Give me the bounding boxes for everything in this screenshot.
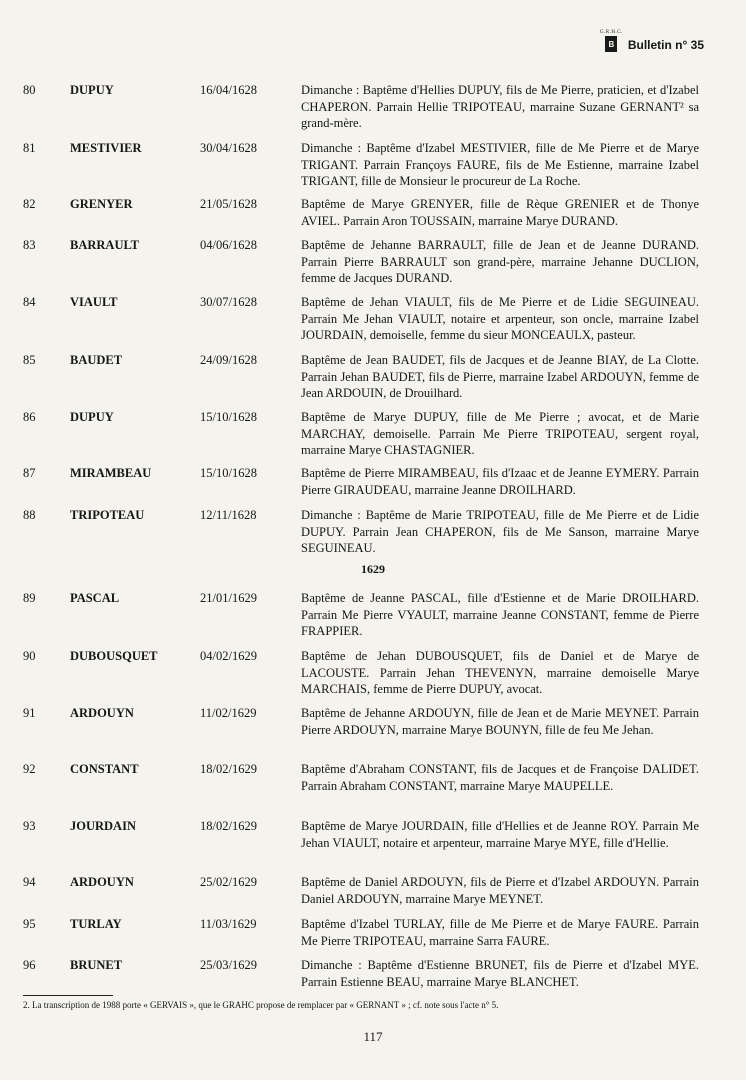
entry-date: 21/01/1629 [200,591,257,605]
page-number: 117 [363,1029,383,1044]
entry-date: 04/02/1629 [200,649,257,663]
entry-number: 86 [23,410,36,424]
entry-text: Dimanche : Baptême d'Izabel MESTIVIER, fille de Me Pierre et de Marye TRIGANT. Parrain Françoys FAURE, fils de Me Estienne, marraine Izabel TRIGANT, fille de Monsieur le procureur de La Roche. [301,141,699,188]
footnote: 2. La transcription de 1988 porte « GERVAIS », que le GRAHC propose de remplacer par « GERNANT » ; cf. note sous l'acte n° 5. [23,1000,499,1010]
entry-number: 95 [23,917,36,931]
entry-text: Dimanche : Baptême d'Hellies DUPUY, fils de Me Pierre, praticien, et d'Izabel CHAPERON. Parrain Hellie TRIPOTEAU, marraine Suzane GERNANT² sa grand-mère. [301,83,699,130]
entry-date: 30/04/1628 [200,141,257,155]
footnote-divider [23,995,113,996]
logo [600,30,623,52]
entry-number: 92 [23,762,36,776]
entry-number: 83 [23,238,36,252]
entry-date: 11/02/1629 [200,706,257,720]
entry-text: Baptême de Jehan VIAULT, fils de Me Pierre et de Lidie SEGUINEAU. Parrain Me Jehan VIAULT, notaire et arpenteur, son oncle, marraine Izabel JOURDAIN, demoiselle, femme du sieur MONCEAULX, pasteur. [301,295,699,342]
entry-text: Baptême de Marye JOURDAIN, fille d'Hellies et de Jeanne ROY. Parrain Me Jehan VIAULT, notaire et arpenteur, marraine Marye MYE, fille d'Hellie. [301,819,699,850]
entry-surname: MESTIVIER [70,141,142,155]
entry-text: Baptême de Jehanne BARRAULT, fille de Jean et de Jeanne DURAND. Parrain Pierre BARRAULT son grand-père, marraine Jehanne DUCLION, femme de Jacques DURAND. [301,238,699,285]
entry-number: 84 [23,295,36,309]
entry-number: 87 [23,466,36,480]
entry-number: 82 [23,197,36,211]
entry-surname: CONSTANT [70,762,139,776]
entry-surname: DUPUY [70,83,114,97]
entry-surname: ARDOUYN [70,706,134,720]
entry-text: Dimanche : Baptême d'Estienne BRUNET, fils de Pierre et d'Izabel MYE. Parrain Estienne BEAU, marraine Marye BLANCHET. [301,958,699,989]
entry-number: 89 [23,591,36,605]
entry-surname: BRUNET [70,958,123,972]
entry-number: 96 [23,958,36,972]
entry-number: 85 [23,353,36,367]
entry-number: 93 [23,819,36,833]
entry-text: Baptême de Marye GRENYER, fille de Rèque GRENIER et de Thonye AVIEL. Parrain Aron TOUSSAIN, marraine Marye DURAND. [301,197,699,228]
entry-surname: TRIPOTEAU [70,508,145,522]
entry-text: Baptême de Jean BAUDET, fils de Jacques et de Jeanne BIAY, de La Clotte. Parrain Jehan BAUDET, fils de Pierre, marraine Izabel ARDOUYN, femme de Jean ARDOUIN, de Drouilhard. [301,353,699,400]
entry-surname: DUPUY [70,410,114,424]
entry-date: 25/02/1629 [200,875,257,889]
entry-surname: DUBOUSQUET [70,649,158,663]
entry-text: Baptême d'Abraham CONSTANT, fils de Jacques et de Françoise DALIDET. Parrain Abraham CONSTANT, marraine Marye MAUPELLE. [301,762,699,793]
entry-text: Dimanche : Baptême de Marie TRIPOTEAU, fille de Me Pierre et de Lidie DUPUY. Parrain Jean CHAPERON, fils de Me Sanson, marraine Marye SEGUINEAU. [301,508,699,555]
entry-date: 15/10/1628 [200,410,257,424]
entry-text: Baptême de Pierre MIRAMBEAU, fils d'Izaac et de Jeanne EYMERY. Parrain Pierre GIRAUDEAU, marraine Jeanne DROILHARD. [301,466,699,497]
entry-number: 90 [23,649,36,663]
entry-text: Baptême de Marye DUPUY, fille de Me Pierre ; avocat, et de Marie MARCHAY, demoiselle. Parrain Me Pierre TRIPOTEAU, sergent royal, marraine Marye CHASTAGNIER. [301,410,699,457]
entry-surname: ARDOUYN [70,875,134,889]
bulletin-label: Bulletin n° 35 [627,38,704,52]
entry-date: 25/03/1629 [200,958,257,972]
entry-text: Baptême de Jehan DUBOUSQUET, fils de Daniel et de Marye de LACOUSTE. Parrain Jehan THEVENYN, marraine demoiselle Marye MARCHAIS, femme de Pierre DUPUY, avocat. [301,649,699,696]
logo-text: G.R.H.C. [599,30,623,35]
entry-date: 18/02/1629 [200,819,257,833]
entry-date: 16/04/1628 [200,83,257,97]
entry-surname: PASCAL [70,591,120,605]
entry-surname: MIRAMBEAU [70,466,152,480]
entry-surname: BARRAULT [70,238,140,252]
entry-date: 30/07/1628 [200,295,257,309]
page-header [600,30,704,52]
entry-surname: GRENYER [70,197,133,211]
entry-date: 18/02/1629 [200,762,257,776]
year-heading: 1629 [361,562,385,576]
entry-number: 81 [23,141,36,155]
entry-number: 94 [23,875,36,889]
entry-number: 88 [23,508,36,522]
entry-date: 12/11/1628 [200,508,257,522]
entry-date: 04/06/1628 [200,238,257,252]
entry-surname: JOURDAIN [70,819,136,833]
entry-date: 15/10/1628 [200,466,257,480]
entry-number: 80 [23,83,36,97]
entry-surname: TURLAY [70,917,122,931]
entry-text: Baptême de Jehanne ARDOUYN, fille de Jean et de Marie MEYNET. Parrain Pierre ARDOUYN, marraine Marye BOUNYN, fille de feu Me Jehan. [301,706,699,737]
entry-text: Baptême de Jeanne PASCAL, fille d'Estienne et de Marie DROILHARD. Parrain Me Pierre VYAULT, marraine Jeanne CONSTANT, femme de Pierre FRAPPIER. [301,591,699,638]
entry-date: 21/05/1628 [200,197,257,211]
entry-text: Baptême d'Izabel TURLAY, fille de Me Pierre et de Marye FAURE. Parrain Me Pierre TRIPOTEAU, marraine Sarra FAURE. [301,917,699,948]
entry-surname: BAUDET [70,353,123,367]
entry-surname: VIAULT [70,295,118,309]
entry-date: 11/03/1629 [200,917,257,931]
entry-text: Baptême de Daniel ARDOUYN, fils de Pierre et d'Izabel ARDOUYN. Parrain Daniel ARDOUYN, marraine Marye MEYNET. [301,875,699,906]
logo-mark-icon: B [605,36,617,52]
entry-date: 24/09/1628 [200,353,257,367]
entry-number: 91 [23,706,36,720]
